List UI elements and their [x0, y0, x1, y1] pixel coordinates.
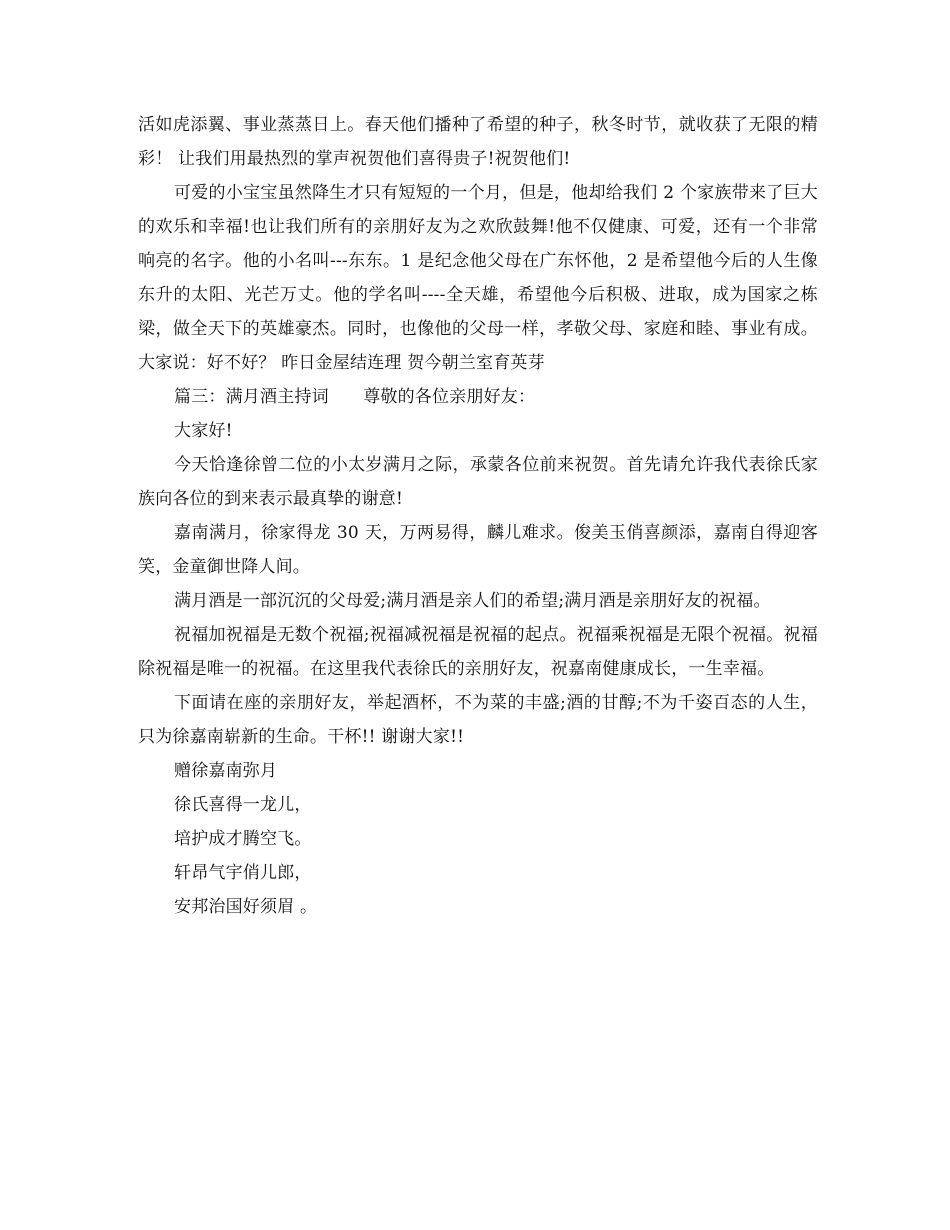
greeting: 大家好!	[174, 421, 233, 441]
poem-line-3: 轩昂气宇俏儿郎，	[174, 863, 312, 883]
paragraph-welcome: 今天恰逢徐曾二位的小太岁满月之际，承蒙各位前来祝贺。首先请允许我代表徐氏家族向各位的到来表示最真挚的谢意!	[138, 455, 818, 509]
poem-line-2: 培护成才腾空飞。	[174, 829, 312, 849]
paragraph-2: 可爱的小宝宝虽然降生才只有短短的一个月，但是，他却给我们 2 个家族带来了巨大的欢乐和幸福!也让我们所有的亲朋好友为之欢欣鼓舞!他不仅健康、可爱，还有一个非常响亮的名字。他的小名叫---东东。1 是纪念他父母在广东怀他，2 是希望他今后的人生像东升的太阳、光芒万丈。他的学名叫----全天雄，希望他今后积极、进取，成为国家之栋梁，做全天下的英雄豪杰。同时，也像他的父母一样，孝敬父母、家庭和睦、事业有成。大家说：好不好？ 昨日金屋结连理 贺今朝兰室育英芽	[138, 183, 818, 373]
poem-title: 赠徐嘉南弥月	[174, 761, 278, 781]
paragraph-manyuejiu: 满月酒是一部沉沉的父母爱;满月酒是亲人们的希望;满月酒是亲朋好友的祝福。	[174, 591, 771, 611]
paragraph-toast: 下面请在座的亲朋好友，举起酒杯，不为菜的丰盛;酒的甘醇;不为千姿百态的人生，只为徐嘉南崭新的生命。干杯!! 谢谢大家!!	[138, 693, 818, 747]
paragraph-jianan: 嘉南满月，徐家得龙 30 天，万两易得，麟儿难求。俊美玉俏喜颜添，嘉南自得迎客笑，金童御世降人间。	[138, 523, 818, 577]
paragraph-blessing: 祝福加祝福是无数个祝福;祝福减祝福是祝福的起点。祝福乘祝福是无限个祝福。祝福除祝福是唯一的祝福。在这里我代表徐氏的亲朋好友，祝嘉南健康成长，一生幸福。	[138, 625, 818, 679]
paragraph-1: 活如虎添翼、事业蒸蒸日上。春天他们播种了希望的种子，秋冬时节，就收获了无限的精彩！ 让我们用最热烈的掌声祝贺他们喜得贵子!祝贺他们!	[138, 115, 818, 169]
document-body	[138, 108, 818, 924]
poem-line-1: 徐氏喜得一龙儿，	[174, 795, 312, 815]
poem-line-4: 安邦治国好须眉 。	[174, 897, 318, 917]
section-heading: 篇三：满月酒主持词 尊敬的各位亲朋好友：	[174, 387, 536, 407]
